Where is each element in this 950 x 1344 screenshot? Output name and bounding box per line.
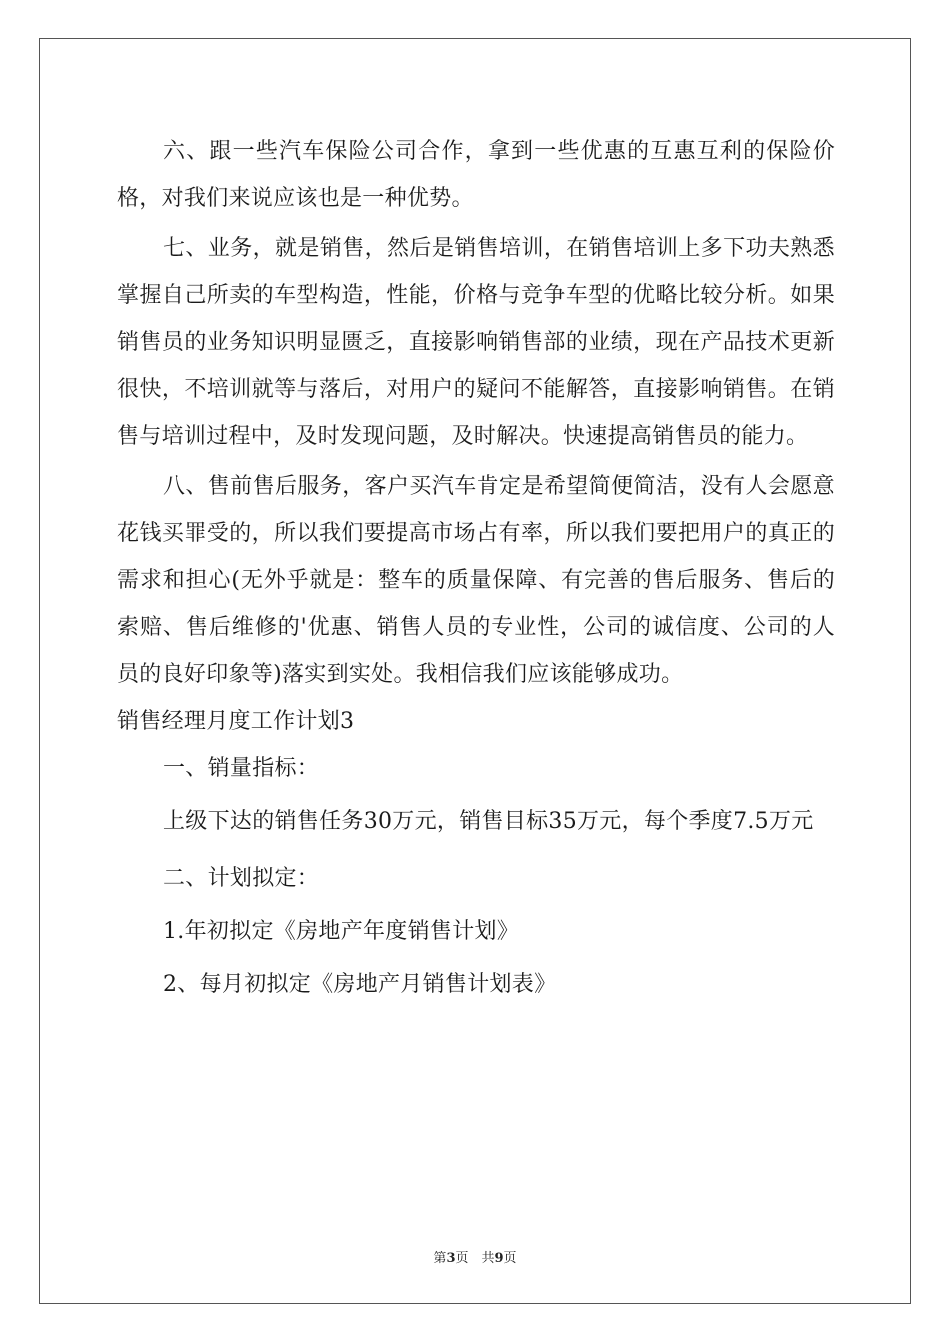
page-footer: [0, 1247, 950, 1266]
section-title: 销售经理月度工作计划3: [117, 709, 355, 734]
paragraph-six: 六、跟一些汽车保险公司合作，拿到一些优惠的互惠互利的保险价格，对我们来说应该也是一种优势。: [117, 139, 835, 211]
sales-target-detail: 上级下达的销售任务30万元，销售目标35万元，每个季度7.5万元: [163, 809, 814, 834]
sales-target-heading: 一、销量指标：: [163, 756, 320, 781]
plan-item-monthly: 2、每月初拟定《房地产月销售计划表》: [163, 972, 557, 997]
footer-page-mid: 页 共: [455, 1251, 495, 1266]
footer-page-current: 3: [446, 1251, 456, 1266]
footer-page-prefix: 第: [433, 1251, 447, 1266]
paragraph-eight: 八、售前售后服务，客户买汽车肯定是希望简便简洁，没有人会愿意花钱买罪受的，所以我们要提高市场占有率，所以我们要把用户的真正的需求和担心(无外乎就是：整车的质量保障、有完善的售后服务、售后的索赔、售后维修的'优惠、销售人员的专业性，公司的诚信度、公司的人员的良好印象等)落实到实处。我相信我们应该能够成功。: [117, 474, 835, 687]
plan-heading: 二、计划拟定：: [163, 866, 320, 891]
paragraph-seven: 七、业务，就是销售，然后是销售培训，在销售培训上多下功夫熟悉掌握自己所卖的车型构造，性能，价格与竞争车型的优略比较分析。如果销售员的业务知识明显匮乏，直接影响销售部的业绩，现在产品技术更新很快，不培训就等与落后，对用户的疑问不能解答，直接影响销售。在销售与培训过程中，及时发现问题，及时解决。快速提高销售员的能力。: [117, 236, 835, 449]
plan-item-annual: 1.年初拟定《房地产年度销售计划》: [163, 919, 520, 944]
document-body: [117, 128, 835, 1008]
footer-page-total: 9: [494, 1251, 504, 1266]
footer-page-suffix: 页: [503, 1251, 517, 1266]
